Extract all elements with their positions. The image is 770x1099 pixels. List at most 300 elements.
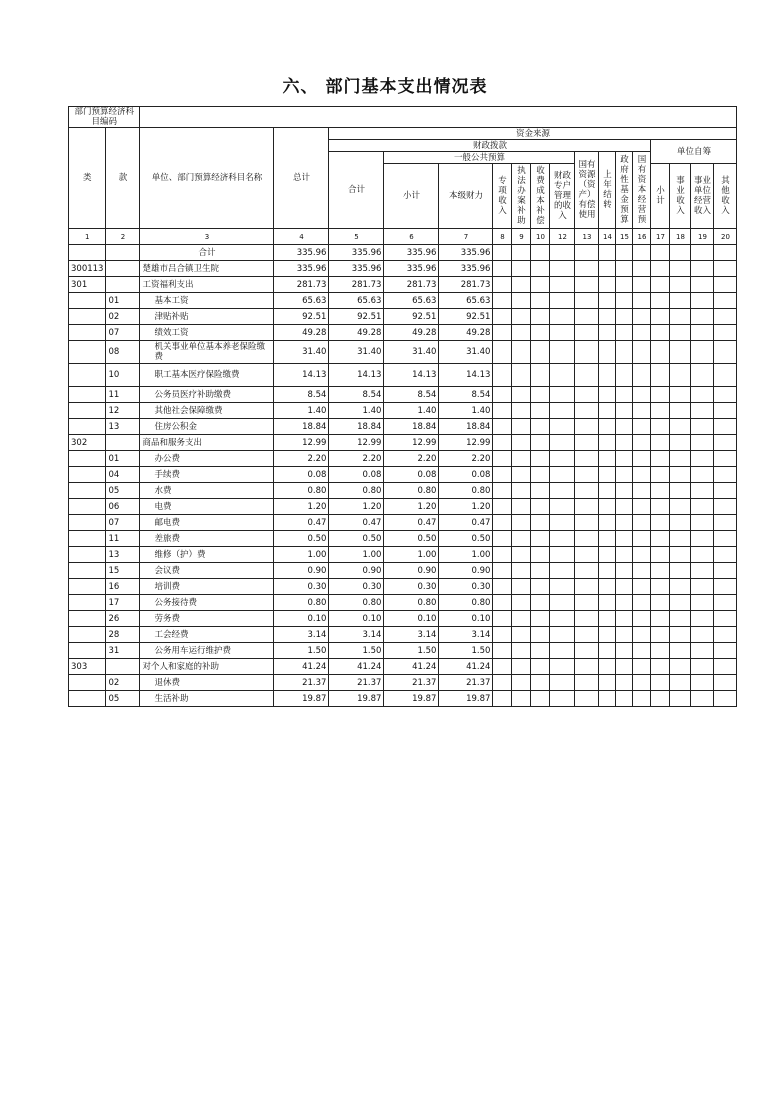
lei-cell: [69, 309, 106, 325]
lei-cell: [69, 579, 106, 595]
empty-cell: [575, 499, 599, 515]
empty-cell: [599, 451, 616, 467]
empty-cell: [575, 403, 599, 419]
empty-cell: [633, 675, 651, 691]
empty-cell: [691, 643, 714, 659]
table-row: [69, 563, 737, 579]
empty-cell: [616, 483, 633, 499]
empty-cell: [512, 467, 531, 483]
fiscal-subtotal-cell: 335.96: [329, 245, 384, 261]
name-cell: 差旅费: [140, 531, 274, 547]
empty-cell: [550, 277, 575, 293]
empty-cell: [714, 595, 737, 611]
lei-cell: [69, 341, 106, 364]
empty-cell: [512, 579, 531, 595]
empty-cell: [512, 341, 531, 364]
table-row: [69, 309, 737, 325]
empty-cell: [691, 293, 714, 309]
name-cell: 办公费: [140, 451, 274, 467]
empty-cell: [550, 261, 575, 277]
state-assets-char: （资: [578, 180, 596, 190]
name-cell: 公务接待费: [140, 595, 274, 611]
gb-own-cell: 12.99: [439, 435, 493, 451]
gb-subtotal-cell: 31.40: [384, 341, 439, 364]
empty-cell: [550, 419, 575, 435]
empty-cell: [691, 435, 714, 451]
empty-cell: [651, 611, 670, 627]
kuan-cell: 02: [106, 309, 140, 325]
empty-cell: [633, 643, 651, 659]
empty-cell: [616, 451, 633, 467]
empty-cell: [714, 341, 737, 364]
empty-cell: [493, 261, 512, 277]
lei-cell: [69, 611, 106, 627]
empty-cell: [493, 341, 512, 364]
empty-cell: [493, 419, 512, 435]
table-row: [69, 435, 737, 451]
law-enforcement-char: 办: [517, 186, 526, 196]
total-cell: 8.54: [274, 387, 329, 403]
other-income-header: [714, 164, 737, 229]
empty-cell: [670, 467, 691, 483]
empty-cell: [550, 675, 575, 691]
fiscal-subtotal-cell: 2.20: [329, 451, 384, 467]
empty-cell: [575, 325, 599, 341]
empty-cell: [575, 675, 599, 691]
empty-cell: [616, 547, 633, 563]
empty-cell: [575, 309, 599, 325]
empty-cell: [616, 627, 633, 643]
empty-cell: [493, 659, 512, 675]
gb-own-cell: 335.96: [439, 245, 493, 261]
table-row: [69, 595, 737, 611]
table-row: [69, 293, 737, 309]
empty-cell: [599, 611, 616, 627]
name-cell: 机关事业单位基本养老保险缴费: [140, 341, 274, 364]
kuan-cell: 12: [106, 403, 140, 419]
fiscal-subtotal-cell: 0.80: [329, 483, 384, 499]
us-subtotal-char: 计: [656, 196, 665, 206]
column-number: 16: [633, 229, 651, 245]
gb-own-cell: 3.14: [439, 627, 493, 643]
empty-cell: [670, 627, 691, 643]
empty-cell: [550, 691, 575, 707]
name-cell: 会议费: [140, 563, 274, 579]
gov-fund-char: 府: [620, 165, 629, 175]
state-capital-char: 资: [637, 175, 647, 185]
name-cell: 津贴补贴: [140, 309, 274, 325]
fiscal-subtotal-cell: 3.14: [329, 627, 384, 643]
empty-cell: [670, 387, 691, 403]
empty-cell: [599, 364, 616, 387]
gb-own-cell: 1.50: [439, 643, 493, 659]
empty-cell: [512, 245, 531, 261]
name-cell: 基本工资: [140, 293, 274, 309]
empty-cell: [691, 483, 714, 499]
fiscal-subtotal-cell: 49.28: [329, 325, 384, 341]
gov-fund-char: 政: [620, 155, 629, 165]
empty-cell: [714, 611, 737, 627]
total-cell: 0.47: [274, 515, 329, 531]
empty-cell: [651, 309, 670, 325]
empty-cell: [651, 364, 670, 387]
empty-cell: [512, 325, 531, 341]
empty-cell: [512, 435, 531, 451]
empty-cell: [493, 309, 512, 325]
empty-cell: [714, 451, 737, 467]
empty-cell: [575, 595, 599, 611]
empty-cell: [512, 451, 531, 467]
business-income-char: 业: [676, 186, 685, 196]
kuan-cell: [106, 435, 140, 451]
name-cell: 维修（护）费: [140, 547, 274, 563]
name-cell: 公务员医疗补助缴费: [140, 387, 274, 403]
fiscal-subtotal-cell: 0.08: [329, 467, 384, 483]
empty-cell: [651, 451, 670, 467]
empty-cell: [691, 325, 714, 341]
fiscal-subtotal-cell: 0.50: [329, 531, 384, 547]
page-title: 六、 部门基本支出情况表: [282, 77, 488, 97]
empty-cell: [575, 419, 599, 435]
empty-cell: [512, 387, 531, 403]
kuan-cell: 28: [106, 627, 140, 643]
empty-cell: [550, 435, 575, 451]
empty-cell: [512, 595, 531, 611]
table-row: [69, 627, 737, 643]
empty-cell: [550, 387, 575, 403]
other-income-char: 其: [721, 176, 730, 186]
table-row: [69, 419, 737, 435]
kuan-cell: 04: [106, 467, 140, 483]
fiscal-subtotal-cell: 0.47: [329, 515, 384, 531]
gb-own-header: 本级财力: [439, 164, 493, 229]
business-income-char: 入: [676, 206, 685, 216]
gb-subtotal-cell: 18.84: [384, 419, 439, 435]
gb-own-cell: 65.63: [439, 293, 493, 309]
empty-cell: [714, 499, 737, 515]
table-row: [69, 611, 737, 627]
empty-cell: [691, 309, 714, 325]
gb-subtotal-cell: 1.40: [384, 403, 439, 419]
empty-cell: [550, 595, 575, 611]
fiscal-special-char: 管理: [553, 191, 571, 201]
other-income-char: 他: [721, 186, 730, 196]
lei-cell: 301: [69, 277, 106, 293]
name-cell: 商品和服务支出: [140, 435, 274, 451]
empty-cell: [512, 293, 531, 309]
name-cell: 手续费: [140, 467, 274, 483]
fiscal-subtotal-cell: 18.84: [329, 419, 384, 435]
gb-subtotal-cell: 0.10: [384, 611, 439, 627]
lei-cell: [69, 691, 106, 707]
gb-subtotal-cell: 0.50: [384, 531, 439, 547]
name-cell: 水费: [140, 483, 274, 499]
gov-fund-header: [616, 152, 633, 229]
empty-cell: [616, 691, 633, 707]
carryover-char: 转: [603, 200, 612, 210]
empty-cell: [714, 483, 737, 499]
empty-cell: [633, 277, 651, 293]
empty-cell: [599, 419, 616, 435]
empty-cell: [651, 325, 670, 341]
fiscal-subtotal-cell: 31.40: [329, 341, 384, 364]
empty-cell: [493, 467, 512, 483]
empty-cell: [512, 643, 531, 659]
empty-cell: [531, 293, 550, 309]
empty-cell: [651, 515, 670, 531]
fiscal-special-char: 财政: [553, 171, 571, 181]
empty-cell: [691, 531, 714, 547]
empty-cell: [651, 341, 670, 364]
name-cell: 劳务费: [140, 611, 274, 627]
lei-cell: [69, 483, 106, 499]
empty-cell: [512, 364, 531, 387]
gb-own-cell: 19.87: [439, 691, 493, 707]
empty-cell: [691, 364, 714, 387]
business-income-char: 收: [676, 196, 685, 206]
fiscal-subtotal-header: 合计: [329, 152, 384, 229]
gb-subtotal-cell: 0.80: [384, 595, 439, 611]
total-header: 总计: [274, 128, 329, 229]
gb-subtotal-cell: 1.00: [384, 547, 439, 563]
empty-cell: [512, 515, 531, 531]
empty-cell: [633, 531, 651, 547]
empty-cell: [616, 675, 633, 691]
law-enforcement-char: 补: [517, 206, 526, 216]
table-row: [69, 467, 737, 483]
lei-cell: [69, 595, 106, 611]
fee-cost-header: [531, 164, 550, 229]
table-row: [69, 659, 737, 675]
fiscal-subtotal-cell: 8.54: [329, 387, 384, 403]
gb-own-cell: 0.50: [439, 531, 493, 547]
empty-cell: [575, 245, 599, 261]
empty-cell: [616, 419, 633, 435]
empty-cell: [575, 277, 599, 293]
business-operating-char: 收入: [693, 206, 711, 216]
empty-cell: [599, 325, 616, 341]
kuan-cell: 06: [106, 499, 140, 515]
empty-cell: [714, 403, 737, 419]
special-income-char: 专: [498, 176, 507, 186]
empty-cell: [616, 435, 633, 451]
gb-own-cell: 8.54: [439, 387, 493, 403]
empty-cell: [616, 387, 633, 403]
fee-cost-char: 费: [536, 176, 545, 186]
gb-own-cell: 1.40: [439, 403, 493, 419]
empty-cell: [550, 627, 575, 643]
empty-cell: [493, 515, 512, 531]
empty-cell: [550, 483, 575, 499]
gb-own-cell: 335.96: [439, 261, 493, 277]
kuan-cell: 13: [106, 419, 140, 435]
law-enforcement-char: 助: [517, 216, 526, 226]
state-capital-header: [633, 152, 651, 229]
kuan-cell: 01: [106, 451, 140, 467]
lei-cell: [69, 387, 106, 403]
lei-cell: 302: [69, 435, 106, 451]
table-row: [69, 483, 737, 499]
empty-cell: [493, 451, 512, 467]
empty-cell: [599, 309, 616, 325]
empty-cell: [550, 325, 575, 341]
empty-cell: [531, 309, 550, 325]
empty-cell: [651, 627, 670, 643]
empty-cell: [651, 483, 670, 499]
business-income-char: 事: [676, 176, 685, 186]
gb-own-cell: 92.51: [439, 309, 493, 325]
total-cell: 65.63: [274, 293, 329, 309]
empty-cell: [493, 293, 512, 309]
empty-cell: [493, 387, 512, 403]
state-assets-char: 资源: [578, 170, 596, 180]
empty-cell: [714, 643, 737, 659]
special-income-char: 收: [498, 196, 507, 206]
empty-cell: [599, 659, 616, 675]
empty-cell: [670, 643, 691, 659]
empty-cell: [714, 659, 737, 675]
empty-cell: [670, 659, 691, 675]
empty-cell: [575, 293, 599, 309]
total-cell: 0.30: [274, 579, 329, 595]
empty-cell: [633, 515, 651, 531]
empty-cell: [512, 563, 531, 579]
gb-subtotal-cell: 12.99: [384, 435, 439, 451]
fund-source-header: 资金来源: [329, 128, 737, 140]
empty-cell: [670, 309, 691, 325]
empty-cell: [670, 245, 691, 261]
empty-cell: [531, 451, 550, 467]
lei-cell: [69, 325, 106, 341]
fiscal-special-char: 入: [558, 211, 567, 221]
empty-cell: [714, 691, 737, 707]
fiscal-special-char: 的收: [553, 201, 571, 211]
total-cell: 21.37: [274, 675, 329, 691]
business-income-header: [670, 164, 691, 229]
empty-cell: [550, 403, 575, 419]
empty-cell: [691, 261, 714, 277]
lei-cell: [69, 531, 106, 547]
empty-cell: [651, 659, 670, 675]
name-cell: 退休费: [140, 675, 274, 691]
empty-cell: [531, 277, 550, 293]
fiscal-subtotal-cell: 1.40: [329, 403, 384, 419]
lei-cell: [69, 627, 106, 643]
empty-cell: [714, 515, 737, 531]
empty-cell: [651, 261, 670, 277]
empty-cell: [714, 435, 737, 451]
empty-cell: [633, 579, 651, 595]
empty-cell: [691, 547, 714, 563]
empty-cell: [691, 341, 714, 364]
gov-fund-char: 基: [620, 185, 629, 195]
empty-cell: [651, 563, 670, 579]
state-assets-char: 国有: [578, 160, 596, 170]
empty-cell: [599, 277, 616, 293]
fiscal-subtotal-cell: 281.73: [329, 277, 384, 293]
empty-cell: [493, 627, 512, 643]
empty-cell: [531, 691, 550, 707]
kuan-cell: 02: [106, 675, 140, 691]
empty-cell: [493, 643, 512, 659]
empty-cell: [691, 419, 714, 435]
total-cell: 41.24: [274, 659, 329, 675]
kuan-cell: 16: [106, 579, 140, 595]
empty-cell: [550, 531, 575, 547]
empty-cell: [493, 325, 512, 341]
total-cell: 1.40: [274, 403, 329, 419]
empty-cell: [575, 531, 599, 547]
empty-cell: [575, 659, 599, 675]
gb-own-cell: 14.13: [439, 364, 493, 387]
gb-subtotal-cell: 19.87: [384, 691, 439, 707]
kuan-cell: 05: [106, 483, 140, 499]
lei-cell: [69, 403, 106, 419]
empty-cell: [633, 611, 651, 627]
empty-cell: [616, 643, 633, 659]
gb-subtotal-cell: 14.13: [384, 364, 439, 387]
empty-cell: [512, 309, 531, 325]
fiscal-subtotal-cell: 0.10: [329, 611, 384, 627]
kuan-cell: [106, 277, 140, 293]
gb-own-cell: 1.00: [439, 547, 493, 563]
total-cell: 49.28: [274, 325, 329, 341]
empty-cell: [633, 627, 651, 643]
empty-cell: [575, 643, 599, 659]
empty-cell: [616, 515, 633, 531]
state-assets-header: [575, 152, 599, 229]
total-cell: 1.50: [274, 643, 329, 659]
empty-cell: [633, 595, 651, 611]
kuan-cell: 13: [106, 547, 140, 563]
empty-cell: [493, 403, 512, 419]
empty-cell: [691, 499, 714, 515]
empty-cell: [633, 451, 651, 467]
header-blank: [140, 107, 737, 128]
gb-own-cell: 49.28: [439, 325, 493, 341]
gb-own-cell: 0.80: [439, 595, 493, 611]
empty-cell: [670, 483, 691, 499]
state-assets-char: 产）: [578, 190, 596, 200]
empty-cell: [575, 611, 599, 627]
name-cell: 绩效工资: [140, 325, 274, 341]
empty-cell: [512, 499, 531, 515]
empty-cell: [512, 531, 531, 547]
gb-subtotal-cell: 335.96: [384, 245, 439, 261]
empty-cell: [599, 579, 616, 595]
kuan-cell: 05: [106, 691, 140, 707]
empty-cell: [633, 563, 651, 579]
gb-subtotal-cell: 41.24: [384, 659, 439, 675]
empty-cell: [651, 499, 670, 515]
fiscal-subtotal-cell: 92.51: [329, 309, 384, 325]
business-operating-char: 单位: [693, 186, 711, 196]
column-number: 17: [651, 229, 670, 245]
state-assets-char: 使用: [578, 210, 596, 220]
gb-own-cell: 0.80: [439, 483, 493, 499]
fiscal-subtotal-cell: 21.37: [329, 675, 384, 691]
kuan-cell: 15: [106, 563, 140, 579]
lei-header: 类: [69, 128, 106, 229]
empty-cell: [493, 691, 512, 707]
empty-cell: [512, 547, 531, 563]
empty-cell: [651, 691, 670, 707]
empty-cell: [512, 659, 531, 675]
empty-cell: [670, 419, 691, 435]
fiscal-subtotal-cell: 14.13: [329, 364, 384, 387]
gb-subtotal-cell: 281.73: [384, 277, 439, 293]
gb-subtotal-cell: 21.37: [384, 675, 439, 691]
